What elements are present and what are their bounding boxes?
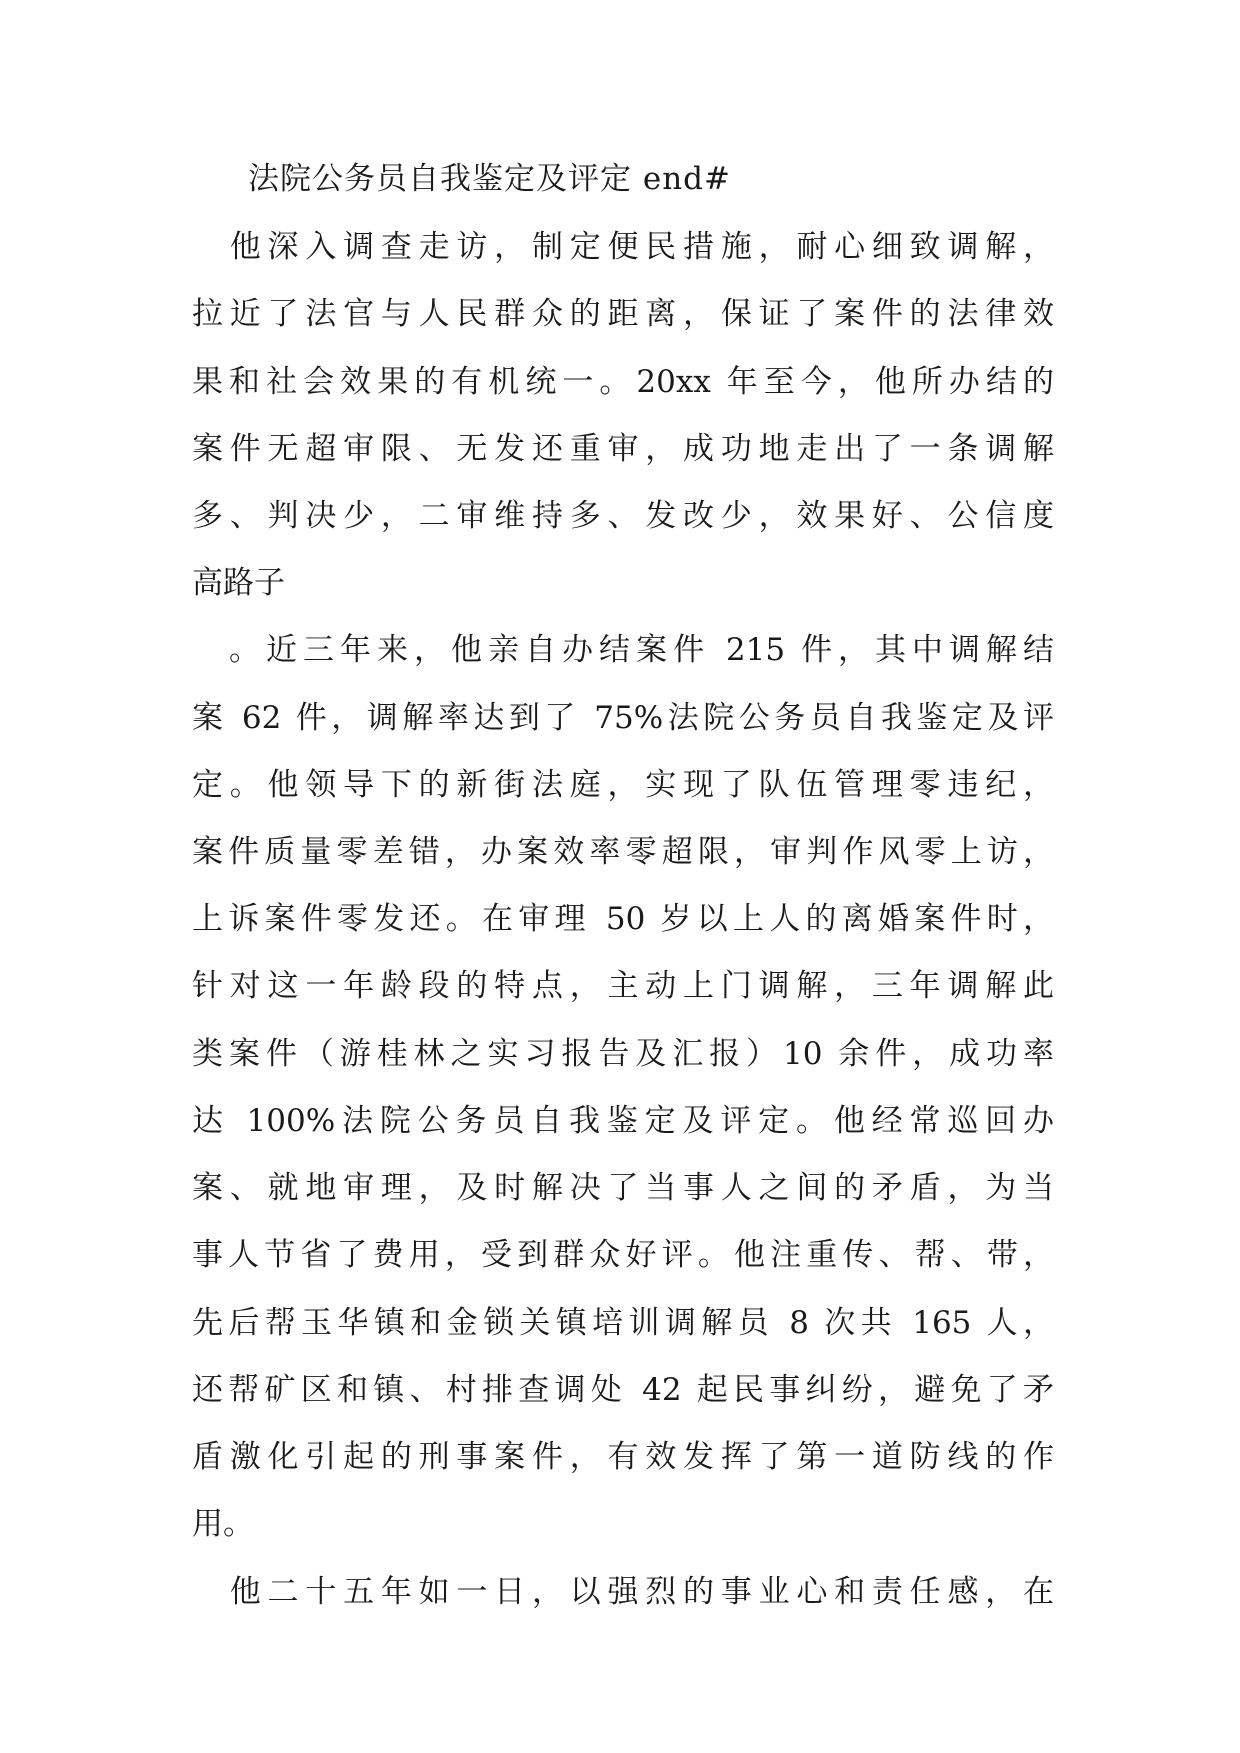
text-line: 定。他领导下的新街法庭，实现了队伍管理零违纪， — [192, 767, 1054, 803]
text-line: 果和社会效果的有机统一。20xx 年至今，他所办结的 — [192, 364, 1054, 400]
text-line: 达 100%法院公务员自我鉴定及评定。他经常巡回办 — [192, 1103, 1054, 1139]
text-line: 事人节省了费用，受到群众好评。他注重传、帮、带， — [192, 1237, 1054, 1273]
text-line: 他深入调查走访，制定便民措施，耐心细致调解， — [192, 229, 1054, 265]
text-line: 类案件（游桂林之实习报告及汇报）10 余件，成功率 — [192, 1036, 1054, 1072]
text-line: 高路子 — [192, 565, 285, 601]
text-line: 。近三年来，他亲自办结案件 215 件，其中调解结 — [192, 632, 1054, 668]
text-line: 多、判决少，二审维持多、发改少，效果好、公信度 — [192, 498, 1054, 534]
text-line: 盾激化引起的刑事案件，有效发挥了第一道防线的作 — [192, 1439, 1054, 1475]
text-line: 针对这一年龄段的特点，主动上门调解，三年调解此 — [192, 968, 1054, 1004]
text-line: 案件无超审限、无发还重审，成功地走出了一条调解 — [192, 431, 1054, 467]
text-line: 案件质量零差错，办案效率零超限，审判作风零上访， — [192, 834, 1054, 870]
text-line: 还帮矿区和镇、村排查调处 42 起民事纠纷，避免了矛 — [192, 1372, 1054, 1408]
text-line: 他二十五年如一日，以强烈的事业心和责任感，在 — [192, 1574, 1054, 1610]
document-title: 法院公务员自我鉴定及评定 end# — [248, 161, 731, 197]
text-line: 案、就地审理，及时解决了当事人之间的矛盾，为当 — [192, 1170, 1054, 1206]
text-line: 拉近了法官与人民群众的距离，保证了案件的法律效 — [192, 296, 1054, 332]
text-line: 用。 — [192, 1506, 254, 1542]
text-line: 先后帮玉华镇和金锁关镇培训调解员 8 次共 165 人， — [192, 1305, 1054, 1341]
text-line: 案 62 件，调解率达到了 75%法院公务员自我鉴定及评 — [192, 700, 1054, 736]
text-line: 上诉案件零发还。在审理 50 岁以上人的离婚案件时， — [192, 901, 1054, 937]
